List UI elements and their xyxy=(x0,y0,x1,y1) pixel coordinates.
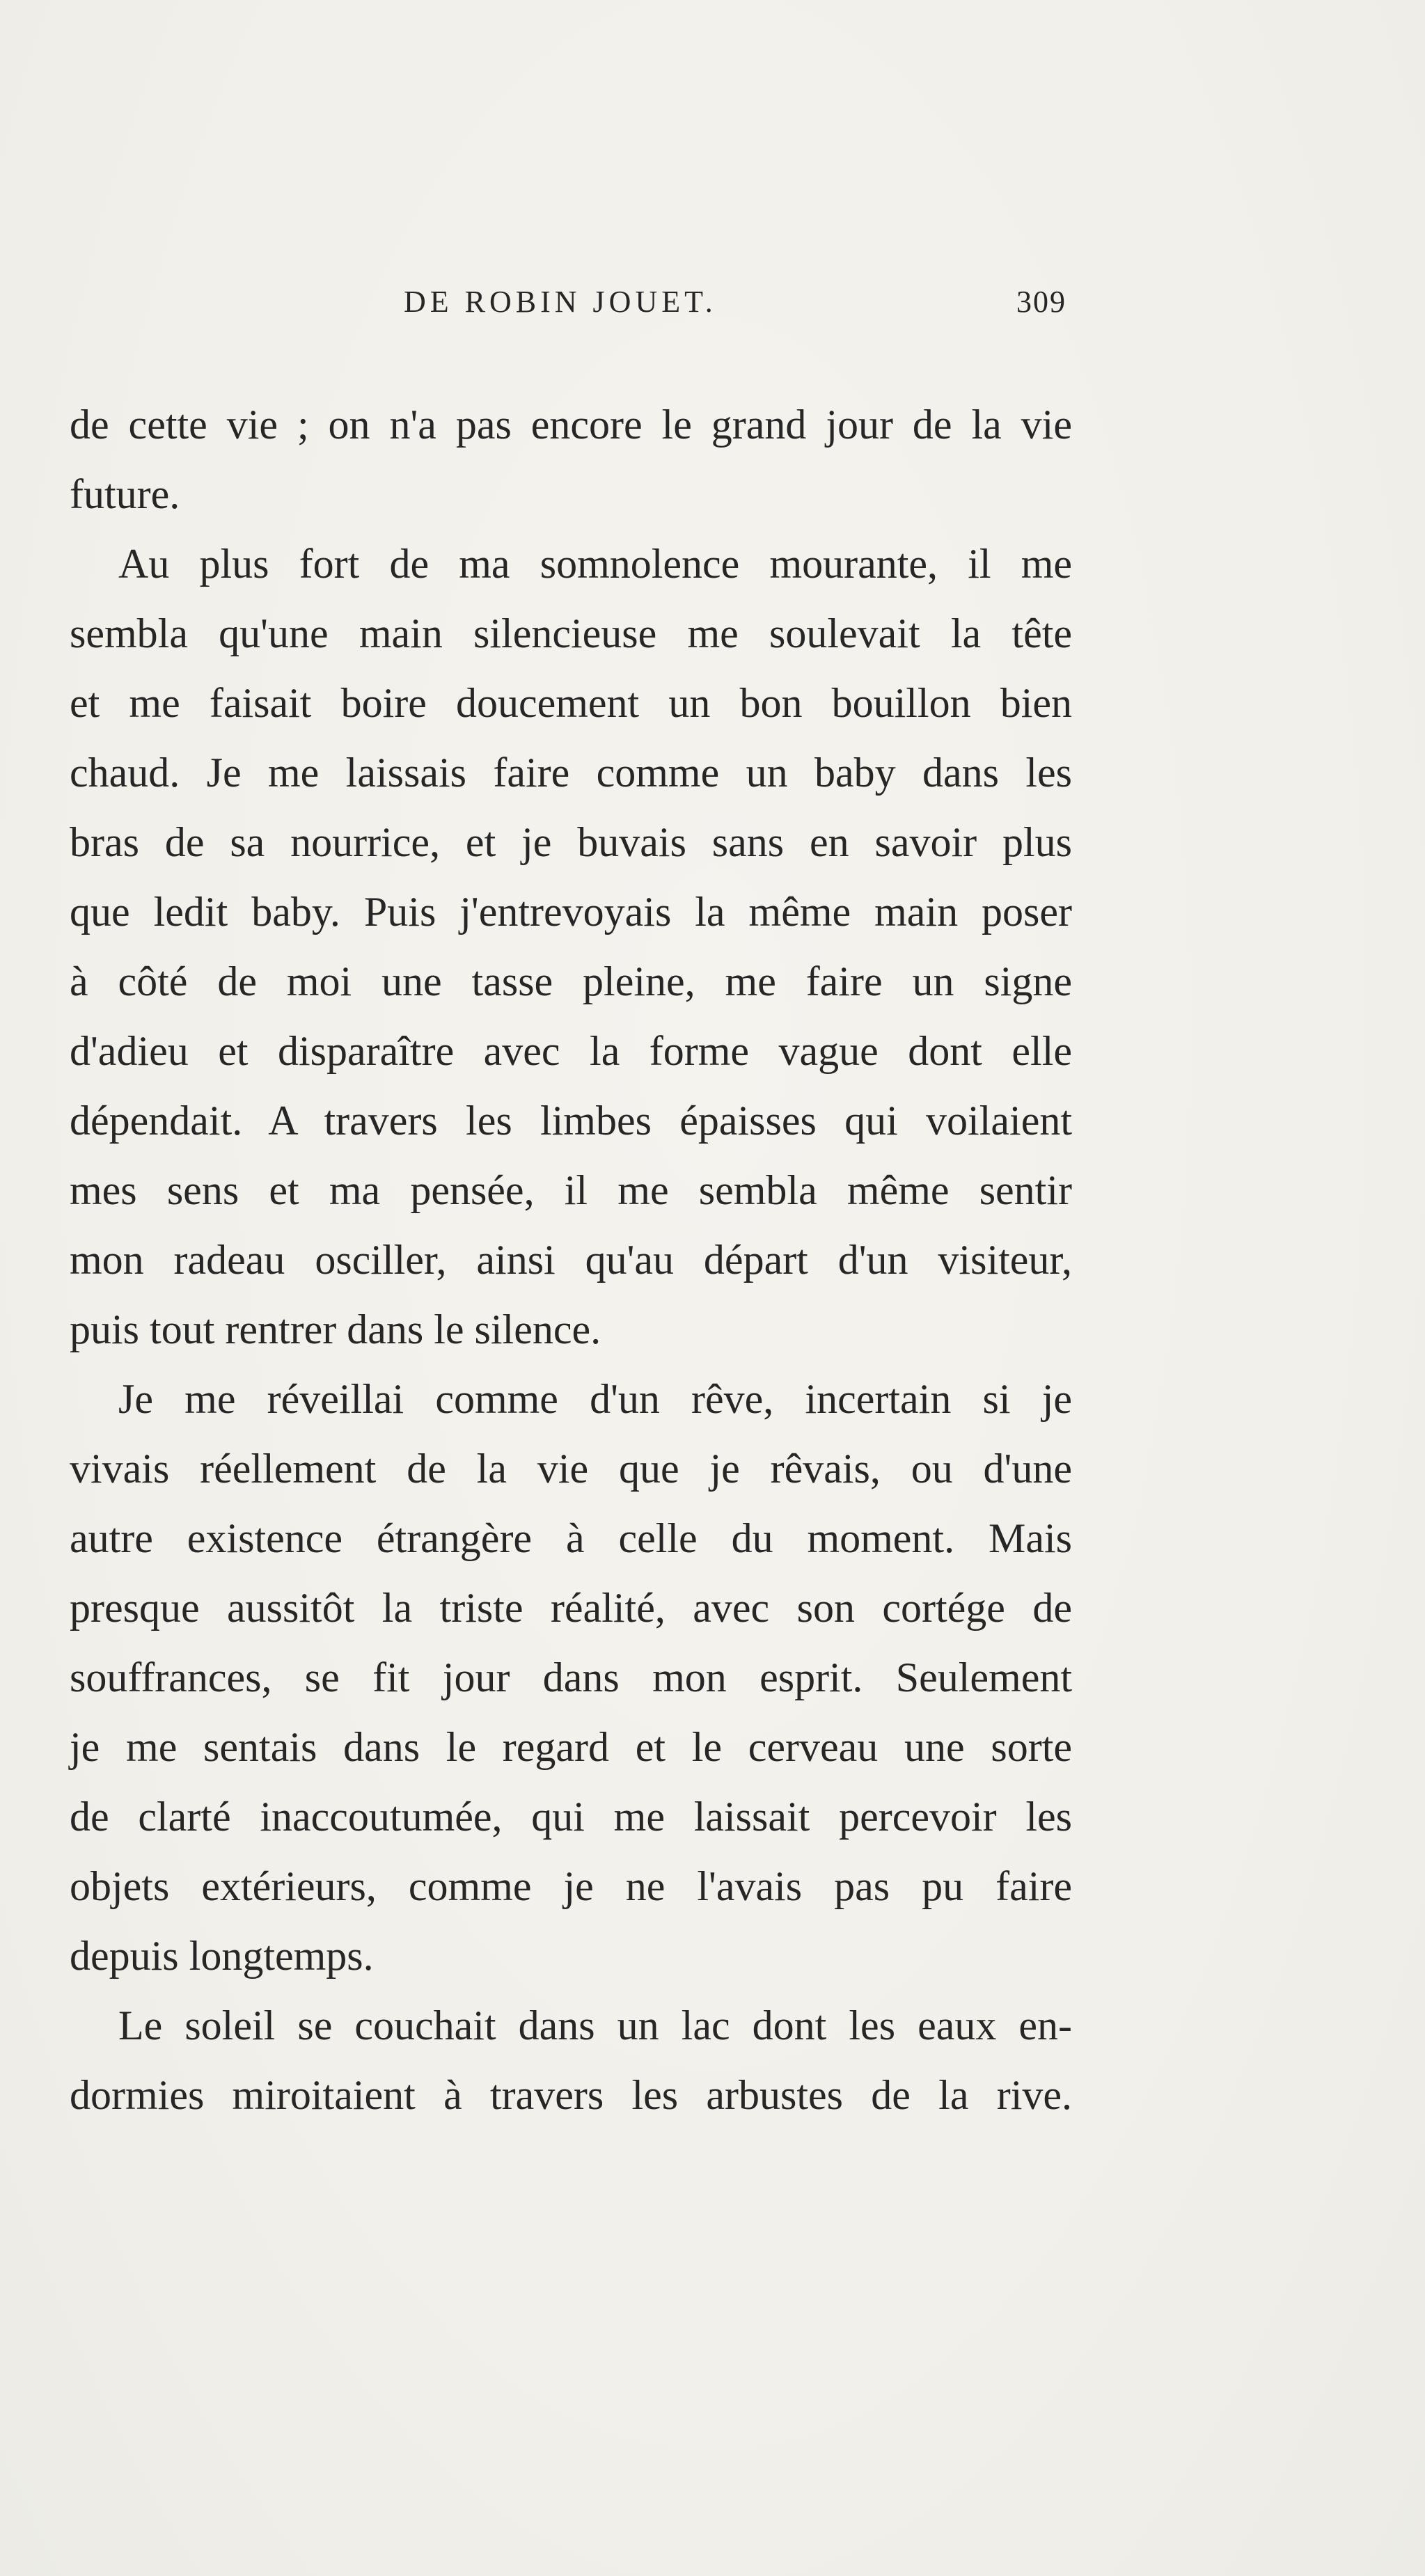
text-line: depuis longtemps. xyxy=(70,1933,374,1979)
text-line: sembla qu'une main silencieuse me soulevait la tête xyxy=(70,610,1072,656)
text-line: mes sens et ma pensée, il me sembla même sentir xyxy=(70,1167,1072,1213)
text-line: et me faisait boire doucement un bon bouillon bien xyxy=(70,680,1072,726)
paragraph-first-line: Je me réveillai comme d'un rêve, incertain si je xyxy=(118,1376,1072,1422)
text-line: souffrances, se fit jour dans mon esprit. Seulement xyxy=(70,1654,1072,1700)
page-number: 309 xyxy=(1016,285,1066,319)
text-line: puis tout rentrer dans le silence. xyxy=(70,1306,601,1352)
text-line: bras de sa nourrice, et je buvais sans en savoir plus xyxy=(70,819,1072,865)
text-line: autre existence étrangère à celle du moment. Mais xyxy=(70,1515,1072,1561)
text-line: de cette vie ; on n'a pas encore le grand jour de la vie xyxy=(70,402,1072,448)
running-head xyxy=(70,284,1072,326)
text-line: à côté de moi une tasse pleine, me faire un signe xyxy=(70,958,1072,1004)
text-line: mon radeau osciller, ainsi qu'au départ d'un visiteur, xyxy=(70,1237,1072,1283)
text-line: d'adieu et disparaître avec la forme vague dont elle xyxy=(70,1028,1072,1074)
text-line: dormies miroitaient à travers les arbustes de la rive. xyxy=(70,2072,1072,2118)
paragraph-first-line: Au plus fort de ma somnolence mourante, il me xyxy=(118,541,1072,587)
text-line: presque aussitôt la triste réalité, avec son cortége de xyxy=(70,1585,1072,1631)
text-line: que ledit baby. Puis j'entrevoyais la même main poser xyxy=(70,889,1072,935)
text-line: chaud. Je me laissais faire comme un baby dans les xyxy=(70,750,1072,796)
paragraph-first-line: Le soleil se couchait dans un lac dont les eaux en- xyxy=(118,2002,1072,2048)
text-line: objets extérieurs, comme je ne l'avais pas pu faire xyxy=(70,1863,1072,1909)
text-line: je me sentais dans le regard et le cerveau une sorte xyxy=(70,1724,1072,1770)
text-line: vivais réellement de la vie que je rêvais, ou d'une xyxy=(70,1446,1072,1492)
text-line: future. xyxy=(70,471,180,517)
text-line: de clarté inaccoutumée, qui me laissait percevoir les xyxy=(70,1794,1072,1840)
text-line: dépendait. A travers les limbes épaisses qui voilaient xyxy=(70,1098,1072,1144)
running-title: DE ROBIN JOUET. xyxy=(404,285,717,319)
